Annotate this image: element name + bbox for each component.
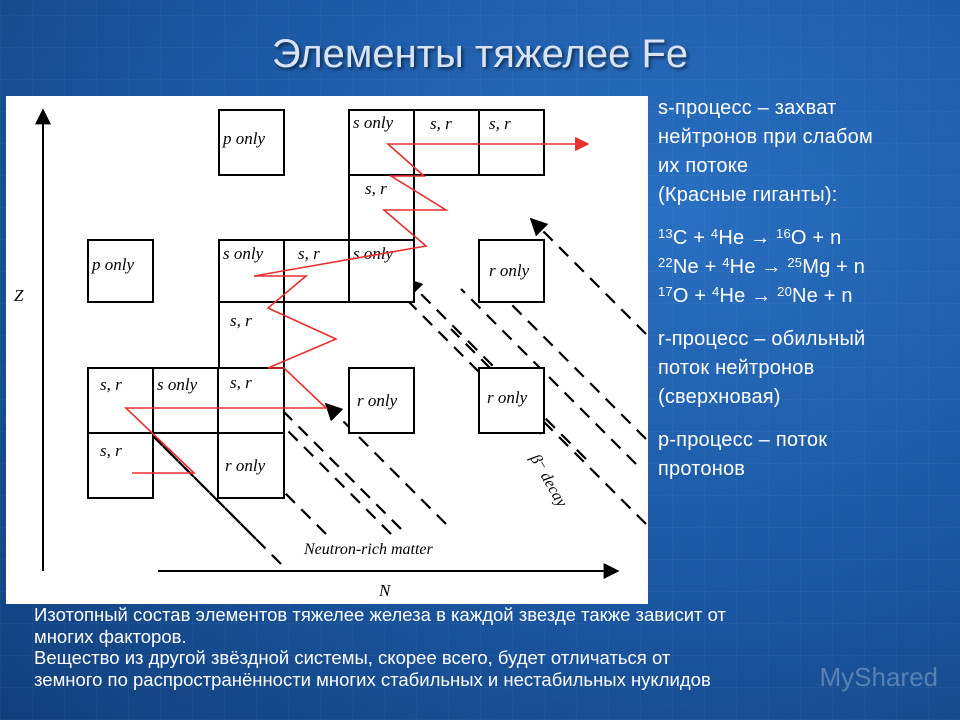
cell-label: p only	[92, 255, 135, 274]
beta-decay-label: β⁻ decay	[526, 451, 571, 510]
decay-line	[531, 219, 646, 334]
reaction-line: $^{22}$Ne + $^4$He → $^{25}$Mg + n	[658, 255, 866, 278]
r-process-line: (сверхновая)	[658, 386, 781, 408]
cell-label: s only	[223, 244, 264, 263]
n-axis-label: N	[379, 581, 391, 600]
s-process-line: s-процесс – захват	[658, 97, 837, 119]
z-axis-label: Z	[14, 286, 24, 305]
reaction-line: $^{17}$O + $^4$He → $^{20}$Ne + n	[658, 284, 853, 307]
cell-label: s, r	[100, 441, 122, 460]
cell-label: s only	[353, 244, 394, 263]
cell-label: s, r	[100, 375, 122, 394]
cell-label: s only	[353, 113, 394, 132]
cell-label: r only	[225, 456, 266, 475]
cell-label: r only	[357, 391, 398, 410]
caption-line: Вещество из другой звёздной системы, скорее всего, будет отличаться от	[34, 647, 671, 668]
s-process-line: (Красные гиганты):	[658, 184, 838, 206]
s-process-line: их потоке	[658, 155, 749, 177]
bottom-caption	[34, 604, 944, 690]
s-process-line: нейтронов при слабом	[658, 126, 873, 148]
nucleosynthesis-diagram	[6, 96, 648, 604]
cell-label: s, r	[230, 311, 252, 330]
cell-label: s, r	[430, 114, 452, 133]
caption-line: многих факторов.	[34, 625, 187, 647]
process-description	[658, 94, 954, 484]
cell-label: r only	[487, 388, 528, 407]
cell-label: s, r	[365, 179, 387, 198]
cell-label: s, r	[489, 114, 511, 133]
p-process-line: р-процесс – поток	[658, 429, 828, 451]
cell-label: s, r	[230, 373, 252, 392]
caption-line: Изотопный состав элементов тяжелее железа в каждой звезде также зависит от	[34, 604, 726, 625]
cell-label: s, r	[298, 244, 320, 263]
diagram-svg	[6, 96, 648, 604]
r-process-line: поток нейтронов	[658, 357, 815, 379]
caption-line: земного по распространённости многих стабильных и нестабильных нуклидов	[34, 668, 711, 690]
r-process-line: r-процесс – обильный	[658, 328, 866, 350]
cell-label: r only	[489, 261, 530, 280]
watermark-logo: MyShared	[819, 662, 938, 692]
neutron-rich-label: Neutron-rich matter	[304, 541, 433, 558]
slide-title: Элементы тяжелее Fe	[271, 32, 689, 76]
cell-label: p only	[223, 129, 266, 148]
reaction-line: $^{13}$C + $^4$He → $^{16}$O + n	[658, 226, 842, 249]
p-process-line: протонов	[658, 458, 746, 480]
cell-label: s only	[157, 375, 198, 394]
